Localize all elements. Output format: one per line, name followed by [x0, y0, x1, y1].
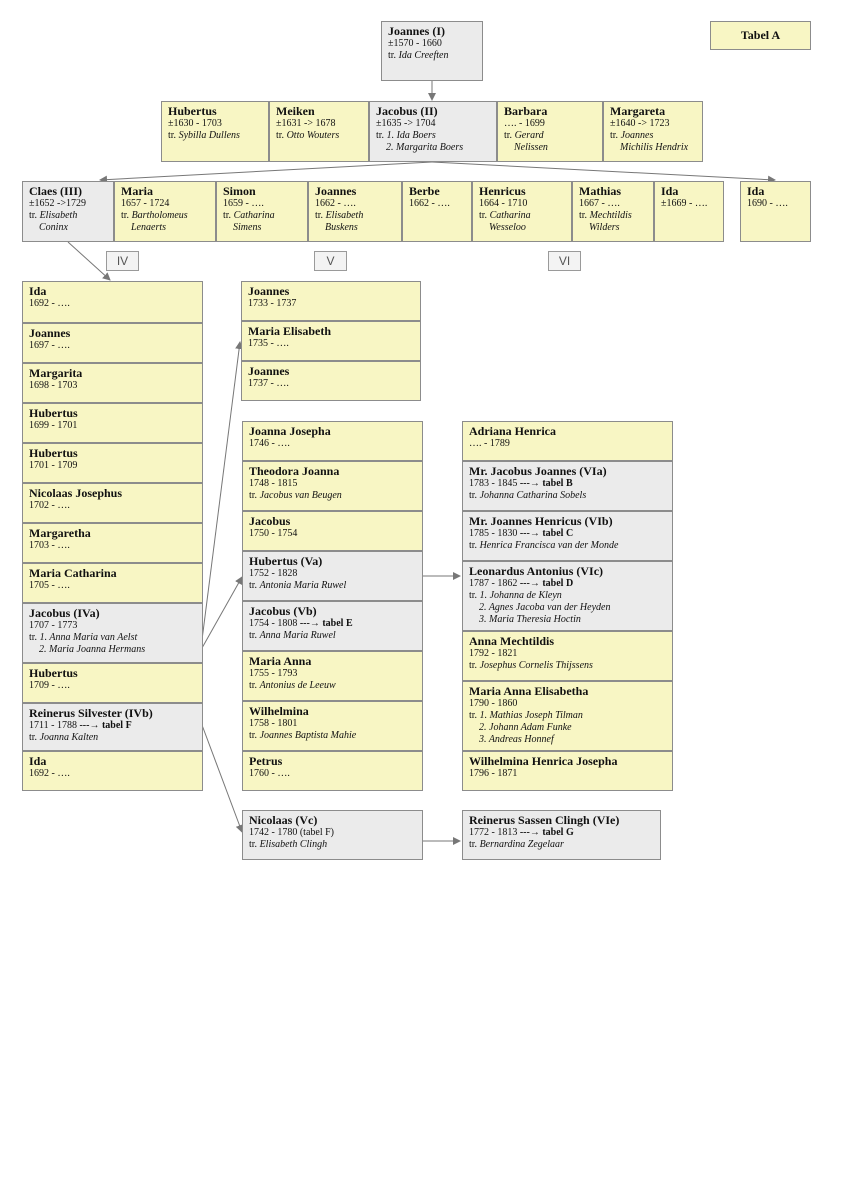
person-name: Jacobus (Vb) — [249, 604, 317, 618]
person-box-henricus — [472, 181, 572, 242]
person-name: Joannes — [315, 184, 357, 198]
person-box-mathias — [572, 181, 654, 242]
line-jacobus-iva-to-gen5top — [202, 342, 240, 640]
spouse-line: Nelissen — [514, 142, 548, 153]
person-dates: 1702 - …. — [29, 500, 70, 511]
person-box-petrus — [242, 751, 423, 791]
table-reference: ---→ tabel E — [297, 618, 353, 629]
person-box-maria — [114, 181, 216, 242]
person-name: Reinerus Silvester (IVb) — [29, 706, 153, 720]
person-dates: 1667 - …. — [579, 198, 620, 209]
person-box-hubertus — [22, 403, 203, 443]
spouse-line: tr. 1. Anna Maria van Aelst — [29, 632, 138, 643]
person-box-joannes — [308, 181, 402, 242]
person-name: Wilhelmina Henrica Josepha — [469, 754, 618, 768]
person-box-wilhelmina — [242, 701, 423, 751]
person-dates: 1754 - 1808 ---→ tabel E — [249, 618, 353, 629]
spouse-line: tr. Elisabeth — [315, 210, 364, 221]
spouse-line: tr. Henrica Francisca van der Monde — [469, 540, 619, 551]
spouse-line: Wilders — [589, 222, 620, 233]
person-dates: ±1669 - …. — [661, 198, 708, 209]
person-name: Margarita — [29, 366, 83, 380]
person-box-reinerus-silvester-ivb — [22, 703, 203, 751]
spouse-line: tr. 1. Ida Boers — [376, 130, 436, 141]
person-dates: 1737 - …. — [248, 378, 289, 389]
person-dates: 1690 - …. — [747, 198, 788, 209]
person-dates: …. - 1699 — [504, 118, 545, 129]
spouse-line: tr. Johanna Catharina Sobels — [469, 490, 587, 501]
person-name: Ida — [747, 184, 765, 198]
person-dates: 1752 - 1828 — [249, 568, 298, 579]
spouse-line: 2. Margarita Boers — [386, 142, 464, 153]
person-dates: 1758 - 1801 — [249, 718, 298, 729]
person-box-margareta — [603, 101, 703, 162]
spouse-line: tr. Joannes Baptista Mahie — [249, 730, 357, 741]
person-name: Ida — [29, 284, 47, 298]
person-dates: 1790 - 1860 — [469, 698, 518, 709]
gen-label-v: V — [314, 251, 347, 271]
person-box-leonardus-antonius-vic — [462, 561, 673, 631]
person-box-mr-jacobus-joannes-via — [462, 461, 673, 511]
person-dates: ±1630 - 1703 — [168, 118, 222, 129]
person-dates: 1783 - 1845 ---→ tabel B — [469, 478, 573, 489]
person-name: Leonardus Antonius (VIc) — [469, 564, 604, 578]
person-dates: 1705 - …. — [29, 580, 70, 591]
person-name: Joannes (I) — [388, 24, 446, 38]
spouse-line: tr. Otto Wouters — [276, 130, 340, 141]
person-box-jacobus-ii — [369, 101, 497, 162]
table-reference: ---→ tabel F — [76, 720, 132, 731]
person-name: Adriana Henrica — [469, 424, 556, 438]
spouse-line: tr. Elisabeth — [29, 210, 78, 221]
spouse-line: 3. Maria Theresia Hoctin — [479, 614, 581, 625]
person-dates: 1748 - 1815 — [249, 478, 298, 489]
table-reference: ---→ tabel D — [517, 578, 574, 589]
person-name: Nicolaas (Vc) — [249, 813, 318, 827]
person-name: Jacobus (II) — [376, 104, 438, 118]
person-name: Hubertus — [29, 446, 78, 460]
person-dates: 1785 - 1830 ---→ tabel C — [469, 528, 574, 539]
line-reinerus-to-nicolaas — [202, 725, 242, 832]
person-box-reinerus-sassen-clingh-vie — [462, 810, 661, 860]
person-box-ida — [654, 181, 724, 242]
spouse-line: tr. Antonius de Leeuw — [249, 680, 336, 691]
person-name: Barbara — [504, 104, 548, 118]
person-box-margarita — [22, 363, 203, 403]
person-dates: 1662 - …. — [409, 198, 450, 209]
spouse-line: 2. Johann Adam Funke — [479, 722, 572, 733]
person-name: Mathias — [579, 184, 621, 198]
spouse-line: tr. Bartholomeus — [121, 210, 188, 221]
person-dates: ±1631 -> 1678 — [276, 118, 336, 129]
person-name: Joanna Josepha — [249, 424, 331, 438]
person-dates: 1735 - …. — [248, 338, 289, 349]
person-box-nicolaas-vc — [242, 810, 423, 860]
person-box-maria-elisabeth — [241, 321, 421, 361]
person-name: Theodora Joanna — [249, 464, 340, 478]
spouse-line: tr. Joannes — [610, 130, 654, 141]
spouse-line: tr. Gerard — [504, 130, 544, 141]
person-box-jacobus-vb — [242, 601, 423, 651]
person-dates: 1699 - 1701 — [29, 420, 78, 431]
person-name: Jacobus — [249, 514, 291, 528]
person-name: Anna Mechtildis — [469, 634, 555, 648]
line-jacobus-iva-to-gen5mid — [202, 577, 242, 648]
person-box-adriana-henrica — [462, 421, 673, 461]
person-name: Maria Elisabeth — [248, 324, 331, 338]
person-box-berbe — [402, 181, 472, 242]
spouse-line: 2. Maria Joanna Hermans — [39, 644, 146, 655]
person-name: Simon — [223, 184, 256, 198]
person-dates: 1662 - …. — [315, 198, 356, 209]
person-box-ida — [740, 181, 811, 242]
person-name: Mr. Joannes Henricus (VIb) — [469, 514, 613, 528]
person-dates: ±1652 ->1729 — [29, 198, 86, 209]
person-name: Maria Catharina — [29, 566, 117, 580]
gen-label-iv: IV — [106, 251, 139, 271]
person-name: Joannes — [248, 364, 290, 378]
person-name: Ida — [661, 184, 679, 198]
person-name: Maria — [121, 184, 153, 198]
spouse-line: Lenaerts — [131, 222, 166, 233]
spouse-line: tr. Catharina — [479, 210, 531, 221]
table-reference: ---→ tabel C — [517, 528, 574, 539]
person-dates: 1701 - 1709 — [29, 460, 78, 471]
person-box-margaretha — [22, 523, 203, 563]
person-dates: 1659 - …. — [223, 198, 264, 209]
person-dates: 1796 - 1871 — [469, 768, 518, 779]
person-box-ida — [22, 281, 203, 323]
spouse-line: Buskens — [325, 222, 358, 233]
person-box-maria-anna-elisabetha — [462, 681, 673, 751]
person-dates: 1760 - …. — [249, 768, 290, 779]
spouse-line: Michilis Hendrix — [620, 142, 689, 153]
spouse-line: Wesseloo — [489, 222, 526, 233]
person-box-jacobus-iva — [22, 603, 203, 663]
spouse-line: tr. Bernardina Zegelaar — [469, 839, 564, 850]
person-box-maria-catharina — [22, 563, 203, 603]
person-box-claes-iii — [22, 181, 114, 242]
spouse-line: tr. Antonia Maria Ruwel — [249, 580, 347, 591]
person-name: Maria Anna — [249, 654, 312, 668]
person-name: Ida — [29, 754, 47, 768]
spouse-line: Simens — [233, 222, 262, 233]
spouse-line: tr. 1. Mathias Joseph Tilman — [469, 710, 583, 721]
person-name: Nicolaas Josephus — [29, 486, 123, 500]
person-box-joannes — [241, 361, 421, 401]
person-box-joannes-i — [381, 21, 483, 81]
spouse-line: tr. Elisabeth Clingh — [249, 839, 328, 850]
person-dates: 1709 - …. — [29, 680, 70, 691]
person-dates: 1787 - 1862 ---→ tabel D — [469, 578, 574, 589]
person-box-joannes — [22, 323, 203, 363]
person-box-wilhelmina-henrica-josepha — [462, 751, 673, 791]
person-name: Hubertus — [29, 406, 78, 420]
person-box-ida — [22, 751, 203, 791]
person-name: Mr. Jacobus Joannes (VIa) — [469, 464, 607, 478]
person-name: Jacobus (IVa) — [29, 606, 100, 620]
gen-label-vi: VI — [548, 251, 581, 271]
spouse-line: tr. 1. Johanna de Kleyn — [469, 590, 562, 601]
person-box-mr-joannes-henricus-vib — [462, 511, 673, 561]
person-dates: …. - 1789 — [469, 438, 510, 449]
person-dates: 1703 - …. — [29, 540, 70, 551]
person-dates: 1733 - 1737 — [248, 298, 297, 309]
person-name: Berbe — [409, 184, 440, 198]
person-name: Joannes — [29, 326, 71, 340]
person-dates: 1657 - 1724 — [121, 198, 170, 209]
spouse-line: tr. Sybilla Dullens — [168, 130, 240, 141]
person-name: Hubertus — [168, 104, 217, 118]
person-dates: 1755 - 1793 — [249, 668, 298, 679]
person-dates: 1697 - …. — [29, 340, 70, 351]
spouse-line: 2. Agnes Jacoba van der Heyden — [479, 602, 611, 613]
spouse-line: tr. Ida Creeften — [388, 50, 449, 61]
person-box-theodora-joanna — [242, 461, 423, 511]
spouse-line: tr. Jacobus van Beugen — [249, 490, 342, 501]
person-name: Hubertus — [29, 666, 78, 680]
line-jacobus-to-claes — [100, 162, 432, 180]
person-dates: 1692 - …. — [29, 768, 70, 779]
table-reference: ---→ tabel G — [517, 827, 574, 838]
spouse-line: 3. Andreas Honnef — [479, 734, 554, 745]
person-dates: 1707 - 1773 — [29, 620, 78, 631]
person-name: Petrus — [249, 754, 283, 768]
spouse-line: tr. Anna Maria Ruwel — [249, 630, 336, 641]
person-box-hubertus — [22, 443, 203, 483]
person-name: Meiken — [276, 104, 315, 118]
person-dates: 1742 - 1780 (tabel F) — [249, 827, 334, 838]
spouse-line: tr. Catharina — [223, 210, 275, 221]
table-title: Tabel A — [710, 21, 811, 50]
person-dates: ±1570 - 1660 — [388, 38, 442, 49]
spouse-line: Coninx — [39, 222, 68, 233]
person-name: Joannes — [248, 284, 290, 298]
person-dates: 1746 - …. — [249, 438, 290, 449]
person-box-hubertus-va — [242, 551, 423, 601]
line-claes-to-gen4 — [68, 242, 110, 280]
person-name: Margareta — [610, 104, 666, 118]
person-box-maria-anna — [242, 651, 423, 701]
person-box-simon — [216, 181, 308, 242]
person-dates: 1750 - 1754 — [249, 528, 298, 539]
person-dates: ±1635 -> 1704 — [376, 118, 436, 129]
spouse-line: tr. Joanna Kalten — [29, 732, 99, 743]
person-box-meiken — [269, 101, 369, 162]
person-dates: 1664 - 1710 — [479, 198, 528, 209]
person-dates: 1792 - 1821 — [469, 648, 518, 659]
person-name: Margaretha — [29, 526, 91, 540]
line-jacobus-to-ida — [432, 162, 775, 180]
spouse-line: tr. Mechtildis — [579, 210, 632, 221]
person-box-hubertus — [161, 101, 269, 162]
person-dates: 1692 - …. — [29, 298, 70, 309]
person-box-joanna-josepha — [242, 421, 423, 461]
person-name: Maria Anna Elisabetha — [469, 684, 589, 698]
person-name: Henricus — [479, 184, 526, 198]
spouse-line: tr. Josephus Cornelis Thijssens — [469, 660, 593, 671]
person-box-hubertus — [22, 663, 203, 703]
person-name: Hubertus (Va) — [249, 554, 323, 568]
person-dates: 1772 - 1813 ---→ tabel G — [469, 827, 574, 838]
person-box-nicolaas-josephus — [22, 483, 203, 523]
person-name: Wilhelmina — [249, 704, 309, 718]
person-box-jacobus — [242, 511, 423, 551]
person-name: Reinerus Sassen Clingh (VIe) — [469, 813, 620, 827]
person-dates: 1711 - 1788 ---→ tabel F — [29, 720, 132, 731]
table-reference: ---→ tabel B — [517, 478, 573, 489]
person-box-joannes — [241, 281, 421, 321]
person-box-anna-mechtildis — [462, 631, 673, 681]
person-dates: 1698 - 1703 — [29, 380, 78, 391]
person-name: Claes (III) — [29, 184, 82, 198]
person-dates: ±1640 -> 1723 — [610, 118, 670, 129]
person-box-barbara — [497, 101, 603, 162]
